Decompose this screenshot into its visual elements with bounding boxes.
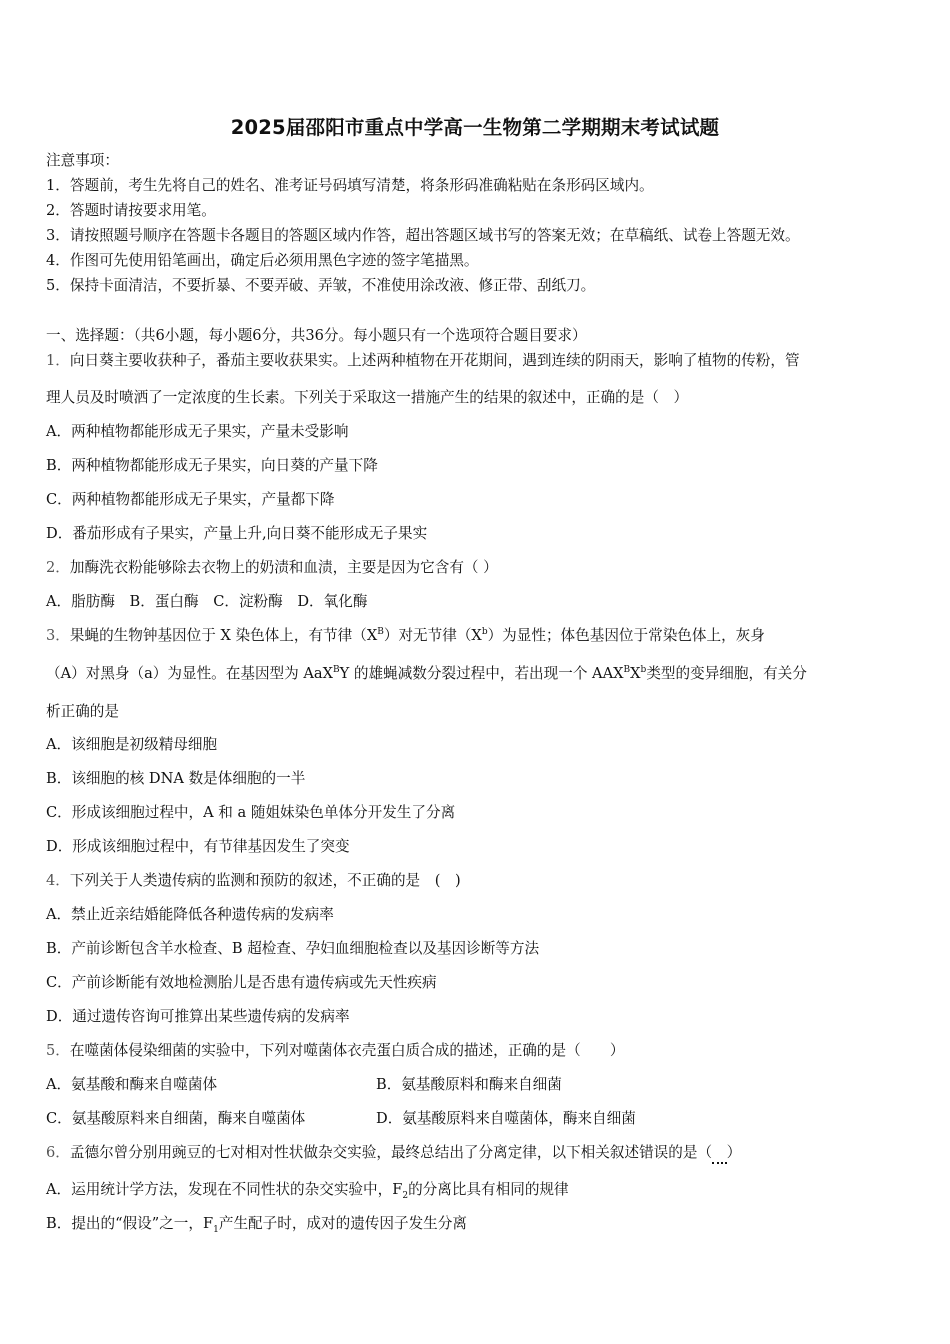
option-d: D．氨基酸原料来自噬菌体，酶来自细菌: [376, 1110, 636, 1127]
question-6-stem: 6．孟德尔曾分别用豌豆的七对相对性状做杂交实验，最终总结出了分离定律，以下相关叙述错误的是（ ）: [46, 1143, 741, 1163]
question-number: 1．: [46, 352, 70, 369]
question-1-stem: 1．向日葵主要收获种子，番茄主要收获果实。上述两种植物在开花期间，遇到连续的阴雨天，影响了植物的传粉，管: [46, 352, 800, 369]
question-3-stem-cont: （A）对黑身（a）为显性。在基因型为 AaX$^B$Y 的雄蝇减数分裂过程中，若出现一个 $AAX^BX^b$类型的变异细胞，有关分: [46, 665, 807, 682]
notice-item: 4．作图可先使用铅笔画出，确定后必须用黑色字迹的签字笔描黑。: [46, 252, 479, 269]
question-3-stem-end: 析正确的是: [46, 703, 119, 720]
option-a: A．氨基酸和酶来自噬菌体: [46, 1076, 218, 1093]
page-title: 2025届邵阳市重点中学高一生物第二学期期末考试试题: [230, 116, 720, 139]
option-d: D．番茄形成有子果实，产量上升,向日葵不能形成无子果实: [46, 525, 428, 542]
option-a: A．该细胞是初级精母细胞: [46, 736, 218, 753]
option-b: B．提出的“假设”之一，$F_1$产生配子时，成对的遗传因子发生分离: [46, 1215, 467, 1235]
notice-item: 2．答题时请按要求用笔。: [46, 202, 216, 219]
option-a: A．禁止近亲结婚能降低各种遗传病的发病率: [46, 906, 334, 923]
option-d: D．通过遗传咨询可推算出某些遗传病的发病率: [46, 1008, 350, 1025]
question-2-options: A．脂肪酶 B．蛋白酶 C．淀粉酶 D．氧化酶: [46, 593, 368, 610]
question-number: 4．: [46, 872, 70, 889]
question-number: 6．: [46, 1144, 70, 1161]
option-a: A．运用统计学方法，发现在不同性状的杂交实验中，$F_2$的分离比具有相同的规律: [46, 1181, 569, 1201]
notice-item: 3．请按照题号顺序在答题卡各题目的答题区域内作答，超出答题区域书写的答案无效；在草稿纸、试卷上答题无效。: [46, 227, 800, 244]
notice-heading: 注意事项：: [46, 152, 119, 169]
option-b: B．产前诊断包含羊水检查、B 超检查、孕妇血细胞检查以及基因诊断等方法: [46, 940, 540, 957]
question-3-stem: 3．果蝇的生物钟基因位于 X 染色体上，有节律$(X^B)$对无节律$(X^b)$为显性；体色基因位于常染色体上，灰身: [46, 627, 765, 644]
question-2-stem: 2．加酶洗衣粉能够除去衣物上的奶渍和血渍，主要是因为它含有（ ）: [46, 559, 498, 576]
question-number: 5．: [46, 1042, 70, 1059]
option-c: C．形成该细胞过程中，A 和 a 随姐妹染色单体分开发生了分离: [46, 804, 456, 821]
question-4-stem: 4．下列关于人类遗传病的监测和预防的叙述，不正确的是 ( ): [46, 872, 461, 889]
question-1-stem-cont: 理人员及时喷洒了一定浓度的生长素。下列关于采取这一措施产生的结果的叙述中，正确的是（ ）: [46, 389, 689, 406]
option-b: B．氨基酸原料和酶来自细菌: [376, 1076, 562, 1093]
section-heading: 一、选择题：（共6小题，每小题6分，共36分。每小题只有一个选项符合题目要求）: [46, 327, 587, 344]
option-d: D．形成该细胞过程中，有节律基因发生了突变: [46, 838, 350, 855]
option-b: B．该细胞的核 DNA 数是体细胞的一半: [46, 770, 306, 787]
option-b: B．两种植物都能形成无子果实，向日葵的产量下降: [46, 457, 378, 474]
option-c: C．产前诊断能有效地检测胎儿是否患有遗传病或先天性疾病: [46, 974, 437, 991]
option-c: C．两种植物都能形成无子果实，产量都下降: [46, 491, 335, 508]
notice-item: 1．答题前，考生先将自己的姓名、准考证号码填写清楚，将条形码准确粘贴在条形码区域内。: [46, 177, 654, 194]
question-number: 3．: [46, 627, 70, 644]
notice-item: 5．保持卡面清洁，不要折暴、不要弄破、弄皱，不准使用涂改液、修正带、刮纸刀。: [46, 277, 596, 294]
option-c: C．氨基酸原料来自细菌，酶来自噬菌体: [46, 1110, 306, 1127]
question-number: 2．: [46, 559, 70, 576]
question-5-stem: 5．在噬菌体侵染细菌的实验中，下列对噬菌体衣壳蛋白质合成的描述，正确的是（ ）: [46, 1042, 625, 1059]
option-a: A．两种植物都能形成无子果实，产量未受影响: [46, 423, 349, 440]
